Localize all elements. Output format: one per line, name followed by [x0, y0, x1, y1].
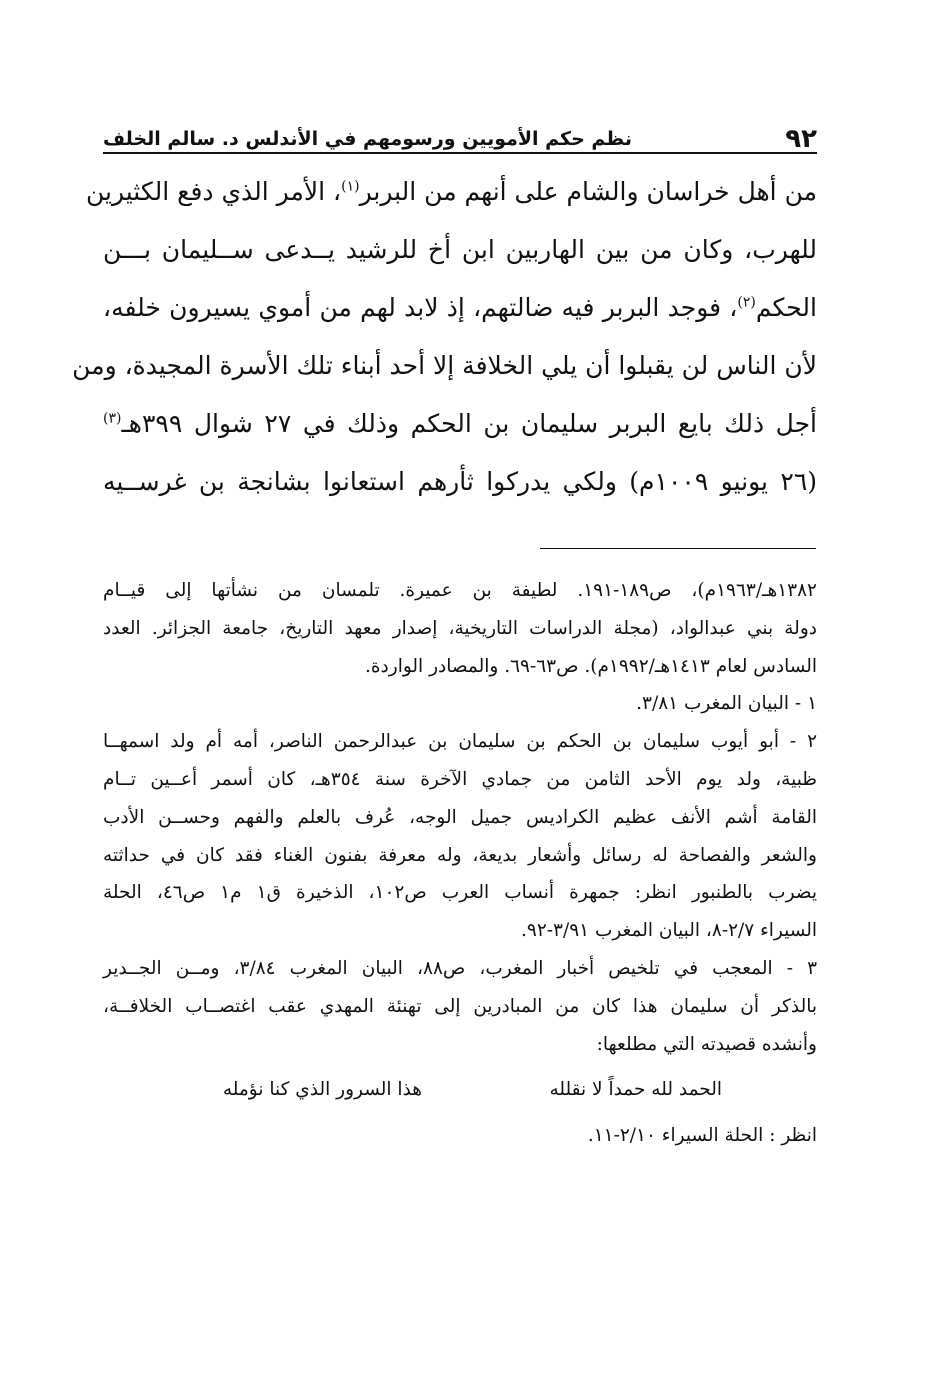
- body-text-segment: لأن الناس لن يقبلوا أن يلي الخلافة إلا أحد أبناء تلك الأسرة المجيدة، ومن: [72, 351, 817, 380]
- body-text-segment: الحكم: [755, 293, 817, 322]
- footnote-2-line: والشعر والفصاحة له رسائل وأشعار بديعة، وله معرفة بفنون الغناء فقد كان في حداثته: [103, 844, 817, 866]
- footnotes: [103, 572, 817, 1155]
- footnote-2-line: ظبية، ولد يوم الأحد الثامن من جمادي الآخرة سنة ٣٥٤هـ، كان أسمر أعــين تــام: [103, 768, 817, 790]
- verse-second-hemistich: هذا السرور الذي كنا نؤمله: [222, 1079, 422, 1101]
- body-line: [103, 279, 817, 337]
- footnote-separator: [540, 548, 816, 549]
- body-text-segment: للهرب، وكان من بين الهاربين ابن أخ للرشيد يــدعى ســليمان بـــن: [103, 235, 817, 264]
- body-line: [72, 337, 817, 395]
- footnote-continuation-line: السادس لعام ١٤١٣هـ/١٩٩٢م). ص٦٣-٦٩. والمصادر الواردة.: [364, 655, 817, 677]
- footnote-marker: (١): [341, 178, 360, 195]
- footnote-2-line: يضرب بالطنبور انظر: جمهرة أنساب العرب ص١٠٢، الذخيرة ق١ م١ ص٤٦، الحلة: [103, 882, 817, 904]
- body-text-segment: (٢٦ يونيو ١٠٠٩م) ولكي يدركوا ثأرهم استعانوا بشانجة بن غرســيه: [103, 467, 818, 496]
- main-text: [72, 163, 818, 511]
- body-line: [103, 453, 817, 511]
- body-line: [85, 163, 817, 221]
- footnote-2-line: السيراء ٢/٧-٨، البيان المغرب ٣/٩١-٩٢.: [521, 920, 817, 942]
- footnote-2-line: القامة أشم الأنف عظيم الكراديس جميل الوجه، عُرف بالعلم والفهم وحســن الأدب: [103, 806, 817, 828]
- page-header: [103, 124, 817, 154]
- footnote-2-line: ٢ - أبو أيوب سليمان بن الحكم بن سليمان بن عبدالرحمن الناصر، أمه أم ولد اسمهــا: [103, 731, 817, 753]
- footnote-3-line: وأنشده قصيدته التي مطلعها:: [596, 1033, 817, 1055]
- footnote-marker: (٢): [737, 294, 756, 311]
- body-text-segment: ، فوجد البربر فيه ضالتهم، إذ لابد لهم من أموي يسيرون خلفه،: [103, 293, 738, 322]
- body-text-segment: ، الأمر الذي دفع الكثيرين: [85, 177, 342, 206]
- footnote-continuation-line: دولة بني عبدالواد، (مجلة الدراسات التاريخية، إصدار معهد التاريخ، جامعة الجزائر. العدد: [103, 617, 817, 639]
- poem-verse: [103, 1063, 817, 1117]
- running-title: نظم حكم الأمويين ورسومهم في الأندلس د. سالم الخلف: [103, 128, 632, 150]
- footnote-marker: (٣): [103, 410, 122, 427]
- footnote-3-reference: انظر : الحلة السيراء ٢/١٠-١١.: [587, 1125, 817, 1147]
- body-text-segment: أجل ذلك بايع البربر سليمان بن الحكم وذلك في ٢٧ شوال ٣٩٩هـ: [121, 409, 817, 438]
- body-line: [103, 395, 817, 453]
- body-line: [103, 221, 817, 279]
- verse-first-hemistich: الحمد لله حمداً لا نقلله: [549, 1079, 722, 1101]
- page-number: ٩٢: [785, 124, 817, 154]
- header-rule: [103, 152, 817, 154]
- footnote-3-line: ٣ - المعجب في تلخيص أخبار المغرب، ص٨٨، البيان المغرب ٣/٨٤، ومــن الجــدير: [103, 957, 817, 979]
- footnote-1: ١ - البيان المغرب ٣/٨١.: [636, 693, 817, 715]
- footnote-continuation-line: ١٣٨٢هـ/١٩٦٣م)، ص١٨٩-١٩١. لطيفة بن عميرة. تلمسان من نشأتها إلى قيــام: [103, 580, 817, 601]
- body-text-segment: من أهل خراسان والشام على أنهم من البربر: [359, 177, 817, 206]
- footnote-3-line: بالذكر أن سليمان هذا كان من المبادرين إلى تهنئة المهدي عقب اغتصــاب الخلافــة،: [103, 995, 817, 1017]
